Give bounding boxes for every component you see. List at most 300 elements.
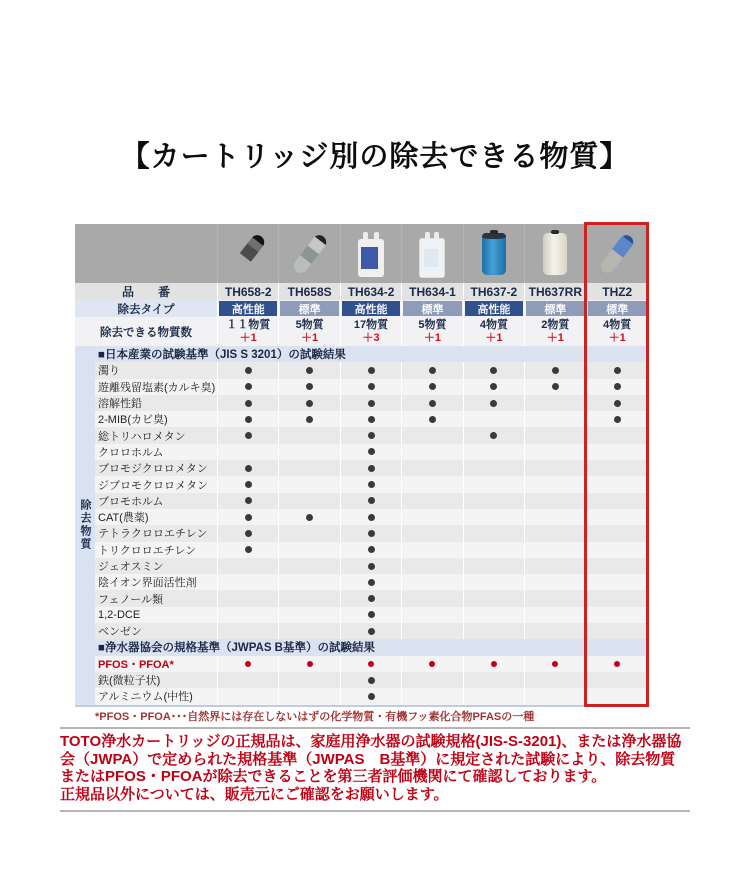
dot-cell (525, 379, 586, 395)
dot-marker (306, 400, 313, 407)
substance-label: 1,2-DCE (75, 607, 218, 623)
dot-marker (368, 579, 375, 586)
substance-row (75, 509, 648, 525)
dot-cell (218, 460, 279, 476)
dot-cell (218, 493, 279, 509)
dot-cell (525, 362, 586, 378)
dot-marker (614, 416, 621, 423)
dot-marker (245, 367, 252, 374)
dot-cell (341, 509, 402, 525)
dot-marker (306, 383, 313, 390)
removal-type-cell (218, 300, 279, 317)
count-value: 4物質 (479, 318, 508, 331)
dot-marker (368, 514, 375, 521)
side-label-text: 除去物質 (79, 499, 91, 552)
dot-cell (341, 672, 402, 688)
dot-marker (368, 546, 375, 553)
dot-cell (341, 476, 402, 492)
model-number-TH658-2: TH658-2 (218, 283, 279, 300)
substance-label: PFOS・PFOA* (75, 656, 218, 672)
dot-cell (587, 476, 648, 492)
model-number-TH637-2: TH637-2 (464, 283, 525, 300)
substance-count-cell (525, 317, 586, 346)
dot-cell (464, 460, 525, 476)
substance-row (75, 672, 648, 688)
cartridge-image-cell (341, 224, 402, 283)
cartridge-label-panel (424, 249, 438, 267)
count-value: 5物質 (295, 318, 324, 331)
red-dot-marker (491, 661, 497, 667)
cartridge-image-cell (464, 224, 525, 283)
dot-cell (525, 590, 586, 606)
dot-cell (464, 607, 525, 623)
dot-cell (464, 672, 525, 688)
dot-cell (341, 558, 402, 574)
dot-cell (587, 444, 648, 460)
dot-cell (464, 444, 525, 460)
upright-blue-label-cartridge-icon (358, 239, 384, 277)
dot-cell (341, 444, 402, 460)
substance-row (75, 590, 648, 606)
dot-cell (402, 509, 463, 525)
dot-cell (464, 362, 525, 378)
dot-marker (368, 628, 375, 635)
dot-marker (429, 416, 436, 423)
dot-cell (341, 574, 402, 590)
dot-cell (402, 411, 463, 427)
type-chip-high: 高性能 (465, 301, 523, 316)
dot-cell (464, 427, 525, 443)
dot-marker (490, 432, 497, 439)
substance-label: フェノール類 (75, 590, 218, 606)
dot-cell (279, 509, 340, 525)
dot-marker (368, 611, 375, 618)
dot-cell (587, 656, 648, 672)
count-plus: ＋3 (362, 331, 380, 344)
section-header-row (75, 346, 648, 362)
dot-cell (402, 542, 463, 558)
dot-cell (279, 558, 340, 574)
substance-row (75, 476, 648, 492)
dot-cell (341, 542, 402, 558)
dot-marker (368, 400, 375, 407)
type-chip-high: 高性能 (342, 301, 400, 316)
dot-marker (245, 481, 252, 488)
dot-marker (245, 416, 252, 423)
dot-cell (218, 623, 279, 639)
dot-marker (368, 693, 375, 700)
substance-label: CAT(農薬) (75, 509, 218, 525)
dot-cell (525, 493, 586, 509)
upright-blue-cartridge-icon (482, 233, 506, 275)
dot-cell (279, 590, 340, 606)
type-chip-std: 標準 (403, 301, 461, 316)
dot-cell (464, 558, 525, 574)
dot-marker (245, 546, 252, 553)
dot-cell (525, 656, 586, 672)
dot-cell (587, 623, 648, 639)
dot-cell (402, 656, 463, 672)
substance-row (75, 460, 648, 476)
removal-type-cell (341, 300, 402, 317)
removal-type-row (75, 300, 648, 317)
type-row-label: 除去タイプ (75, 300, 218, 317)
dot-cell (341, 656, 402, 672)
substance-row (75, 688, 648, 704)
dot-cell (218, 688, 279, 704)
dot-cell (279, 411, 340, 427)
count-value: １１物質 (226, 318, 271, 331)
substance-row (75, 542, 648, 558)
dot-cell (525, 395, 586, 411)
cartridge-comparison-table (75, 224, 648, 707)
dot-cell (341, 607, 402, 623)
dot-cell (587, 688, 648, 704)
dot-cell (218, 444, 279, 460)
dot-cell (587, 411, 648, 427)
dot-marker (614, 367, 621, 374)
dot-cell (341, 395, 402, 411)
removal-type-cell (525, 300, 586, 317)
substance-row (75, 493, 648, 509)
removal-type-cell (587, 300, 648, 317)
dot-cell (279, 688, 340, 704)
substance-row (75, 379, 648, 395)
dot-cell (218, 656, 279, 672)
dot-cell (341, 688, 402, 704)
count-value: 17物質 (353, 318, 389, 331)
type-chip-std: 標準 (526, 301, 584, 316)
dot-cell (402, 525, 463, 541)
dot-cell (587, 607, 648, 623)
dot-cell (218, 427, 279, 443)
count-value: 5物質 (418, 318, 447, 331)
substance-row (75, 427, 648, 443)
dot-marker (614, 383, 621, 390)
dot-cell (402, 590, 463, 606)
dot-cell (218, 525, 279, 541)
dot-cell (218, 607, 279, 623)
type-chip-high: 高性能 (219, 301, 277, 316)
red-dot-marker (614, 661, 620, 667)
substance-label: ジェオスミン (75, 558, 218, 574)
substance-label: 溶解性鉛 (75, 395, 218, 411)
dot-cell (279, 476, 340, 492)
count-plus: ＋1 (546, 331, 564, 344)
dot-cell (464, 590, 525, 606)
substance-row (75, 395, 648, 411)
dot-marker (368, 367, 375, 374)
dot-marker (306, 514, 313, 521)
dot-cell (525, 427, 586, 443)
dot-cell (341, 623, 402, 639)
dot-cell (464, 395, 525, 411)
dot-cell (402, 493, 463, 509)
substance-label: ベンゼン (75, 623, 218, 639)
dot-cell (464, 509, 525, 525)
dot-cell (587, 558, 648, 574)
count-plus: ＋1 (485, 331, 503, 344)
dot-cell (587, 574, 648, 590)
dot-cell (402, 558, 463, 574)
dot-cell (279, 542, 340, 558)
dot-cell (525, 542, 586, 558)
substance-row (75, 574, 648, 590)
dot-cell (402, 379, 463, 395)
dot-cell (279, 395, 340, 411)
substance-label: テトラクロロエチレン (75, 525, 218, 541)
substance-count-cell (464, 317, 525, 346)
dot-cell (218, 379, 279, 395)
dot-cell (279, 574, 340, 590)
dot-marker (245, 400, 252, 407)
substance-label: 鉄(微粒子状) (75, 672, 218, 688)
dot-cell (402, 672, 463, 688)
substance-count-cell (279, 317, 340, 346)
dot-cell (279, 460, 340, 476)
dot-marker (368, 563, 375, 570)
removal-type-cell (402, 300, 463, 317)
count-value: 2物質 (541, 318, 570, 331)
dot-cell (341, 362, 402, 378)
cartridge-image-cell (218, 224, 279, 283)
dot-marker (429, 400, 436, 407)
dot-marker (306, 416, 313, 423)
dot-cell (402, 476, 463, 492)
model-number-TH658S: TH658S (279, 283, 340, 300)
dot-cell (279, 607, 340, 623)
count-plus: ＋1 (608, 331, 626, 344)
count-plus: ＋1 (239, 331, 257, 344)
model-number-TH637RR: TH637RR (525, 283, 586, 300)
dot-cell (525, 607, 586, 623)
dot-marker (368, 530, 375, 537)
dot-cell (218, 362, 279, 378)
dot-cell (279, 427, 340, 443)
dot-cell (587, 542, 648, 558)
model-row-label: 品 番 (75, 283, 218, 300)
dot-cell (279, 362, 340, 378)
dot-cell (279, 656, 340, 672)
substance-count-cell (218, 317, 279, 346)
dot-marker (429, 383, 436, 390)
substance-row (75, 362, 648, 378)
cartridge-image-cell (279, 224, 340, 283)
red-dot-marker (245, 661, 251, 667)
dot-cell (525, 672, 586, 688)
dot-cell (402, 607, 463, 623)
dot-cell (464, 623, 525, 639)
substance-label: 総トリハロメタン (75, 427, 218, 443)
substance-label: トリクロロエチレン (75, 542, 218, 558)
dot-marker (368, 481, 375, 488)
dot-cell (525, 525, 586, 541)
dot-marker (368, 677, 375, 684)
substance-label: クロロホルム (75, 444, 218, 460)
substance-row (75, 411, 648, 427)
diagonal-dark-cartridge-icon (229, 232, 267, 275)
dot-cell (525, 411, 586, 427)
upright-cream-cartridge-icon (543, 233, 567, 275)
dot-cell (525, 509, 586, 525)
disclaimer-block (60, 727, 690, 812)
cartridge-image-cell (402, 224, 463, 283)
page-title: 【カートリッジ別の除去できる物質】 (120, 141, 630, 173)
substance-row (75, 607, 648, 623)
dot-marker (245, 432, 252, 439)
dot-cell (464, 379, 525, 395)
count-plus: ＋1 (423, 331, 442, 344)
substance-row (75, 444, 648, 460)
dot-marker (245, 530, 252, 537)
dot-cell (402, 362, 463, 378)
dot-marker (490, 367, 497, 374)
substance-label: 遊離残留塩素(カルキ臭) (75, 379, 218, 395)
model-number-TH634-2: TH634-2 (341, 283, 402, 300)
dot-cell (587, 395, 648, 411)
dot-cell (402, 460, 463, 476)
dot-cell (218, 476, 279, 492)
dot-cell (464, 493, 525, 509)
dot-cell (402, 574, 463, 590)
red-dot-marker (368, 661, 374, 667)
substance-count-cell (402, 317, 463, 346)
dot-cell (587, 493, 648, 509)
dot-cell (402, 688, 463, 704)
dot-cell (587, 672, 648, 688)
substance-label: ジブロモクロロメタン (75, 476, 218, 492)
dot-marker (429, 367, 436, 374)
dot-cell (587, 590, 648, 606)
red-dot-marker (552, 661, 558, 667)
dot-cell (464, 411, 525, 427)
dot-cell (341, 427, 402, 443)
dot-cell (341, 493, 402, 509)
dot-cell (402, 444, 463, 460)
model-number-TH634-1: TH634-1 (402, 283, 463, 300)
substance-label: ブロモホルム (75, 493, 218, 509)
substance-count-cell (341, 317, 402, 346)
dot-cell (464, 476, 525, 492)
substance-count-cell (587, 317, 648, 346)
dot-cell (525, 688, 586, 704)
dot-cell (279, 525, 340, 541)
dot-cell (587, 460, 648, 476)
dot-cell (587, 427, 648, 443)
dot-cell (525, 574, 586, 590)
disclaimer-text-2: 正規品以外については、販売元にご確認をお願いします。 (60, 785, 449, 803)
dot-marker (306, 367, 313, 374)
diagonal-silver-cartridge-icon (291, 232, 329, 275)
section-header-row (75, 639, 648, 655)
substance-label: 陰イオン界面活性剤 (75, 574, 218, 590)
dot-cell (218, 395, 279, 411)
dot-cell (587, 379, 648, 395)
dot-cell (341, 590, 402, 606)
removal-type-cell (464, 300, 525, 317)
substance-label: 2-MIB(カビ臭) (75, 411, 218, 427)
count-value: 4物質 (603, 318, 632, 331)
substance-row (75, 623, 648, 639)
dot-marker (368, 595, 375, 602)
dot-marker (368, 465, 375, 472)
dot-cell (587, 509, 648, 525)
substance-label: 濁り (75, 362, 218, 378)
dot-cell (587, 525, 648, 541)
dot-cell (464, 525, 525, 541)
removal-type-cell (279, 300, 340, 317)
substance-count-row (75, 317, 648, 346)
cartridge-image-cell (587, 224, 648, 283)
substance-row (75, 656, 648, 672)
dot-cell (341, 460, 402, 476)
cartridge-image-cell (525, 224, 586, 283)
dot-cell (218, 672, 279, 688)
dot-cell (341, 411, 402, 427)
dot-marker (245, 514, 252, 521)
dot-marker (245, 465, 252, 472)
image-row-spacer (75, 224, 218, 283)
substance-label: アルミニウム(中性) (75, 688, 218, 704)
dot-cell (218, 558, 279, 574)
dot-cell (525, 558, 586, 574)
model-number-THZ2: THZ2 (587, 283, 648, 300)
dot-cell (464, 574, 525, 590)
section-header: ■浄水器協会の規格基準（JWPAS B基準）の試験結果 (98, 642, 375, 655)
dot-cell (464, 656, 525, 672)
count-row-label: 除去できる物質数 (75, 317, 218, 346)
disclaimer-text: TOTO浄水カートリッジの正規品は、家庭用浄水器の試験規格(JIS-S-3201)、または浄水器協会（JWPA）で定められた規格基準（JWPAS B基準）に規定された試験により、除去物質またはPFOS・PFOAが除去できることを第三者評価機関にて確認しております。 (60, 733, 682, 786)
dot-cell (525, 444, 586, 460)
dot-marker (368, 497, 375, 504)
section-header: ■日本産業の試験基準（JIS S 3201）の試験結果 (98, 349, 346, 362)
dot-cell (279, 444, 340, 460)
dot-marker (368, 432, 375, 439)
dot-cell (587, 362, 648, 378)
dot-cell (279, 623, 340, 639)
dot-marker (368, 416, 375, 423)
dot-cell (402, 395, 463, 411)
diagonal-blue-silver-cartridge-icon (598, 232, 636, 275)
dot-cell (218, 574, 279, 590)
cartridge-label-panel (361, 247, 378, 269)
dot-cell (279, 379, 340, 395)
dot-marker (368, 448, 375, 455)
dot-marker (245, 497, 252, 504)
upright-white-nozzle-cartridge-icon (419, 238, 445, 278)
pfos-footnote: *PFOS・PFOA･･･自然界には存在しないはずの化学物質・有機フッ素化合物PFASの一種 (95, 711, 535, 723)
substance-label: ブロモジクロロメタン (75, 460, 218, 476)
dot-marker (490, 383, 497, 390)
removal-substances-side-label (75, 346, 95, 705)
type-chip-std: 標準 (588, 301, 647, 316)
dot-cell (218, 542, 279, 558)
dot-cell (279, 672, 340, 688)
dot-cell (402, 623, 463, 639)
red-dot-marker (429, 661, 435, 667)
dot-cell (464, 542, 525, 558)
product-image-row (75, 224, 648, 283)
dot-cell (402, 427, 463, 443)
dot-marker (614, 400, 621, 407)
red-dot-marker (307, 661, 313, 667)
type-chip-std: 標準 (280, 301, 338, 316)
dot-cell (525, 460, 586, 476)
dot-cell (218, 509, 279, 525)
dot-marker (245, 383, 252, 390)
dot-marker (552, 383, 559, 390)
dot-cell (525, 623, 586, 639)
